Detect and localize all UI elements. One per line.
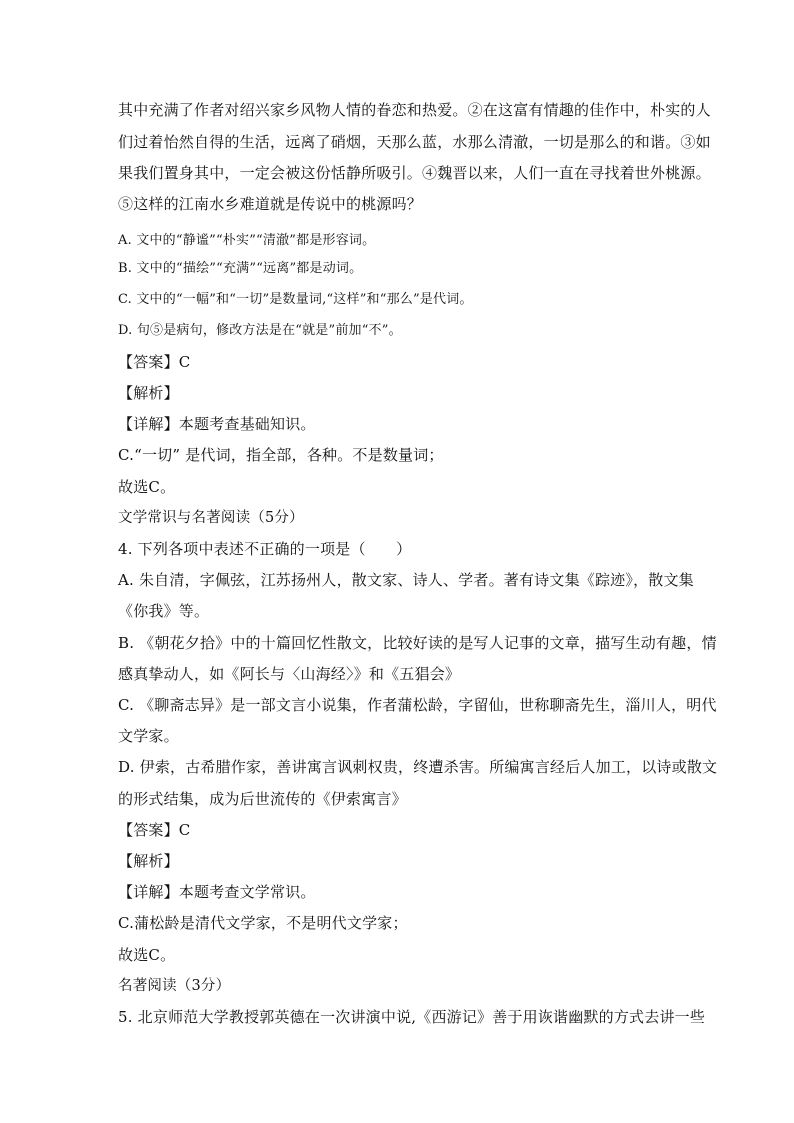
passage-line: 果我们置身其中，一定会被这份恬静所吸引。④魏晋以来，人们一直在寻找着世外桃源。 <box>118 164 711 182</box>
explanation-line: C.蒲松龄是清代文学家，不是明代文学家； <box>118 914 408 932</box>
section-heading: 名著阅读（3分） <box>118 978 231 994</box>
question-4-option-d: D. 伊索，古希腊作家，善讲寓言讽刺权贵，终遭杀害。所编寓言经后人加工，以诗或散文 <box>118 758 718 776</box>
question-4-option-d-cont: 的形式结集，成为后世流传的《伊索寓言》 <box>118 790 407 808</box>
answer-label: 【答案】C <box>118 353 191 371</box>
choice-conclusion: 故选C。 <box>118 478 176 496</box>
question-4-option-b-cont: 感真挚动人，如《阿长与〈山海经〉》和《五猖会》 <box>118 665 461 683</box>
passage-line: 们过着怡然自得的生活，远离了硝烟，天那么蓝，水那么清澈，一切是那么的和谐。③如 <box>118 133 711 151</box>
question-4-option-b: B. 《朝花夕拾》中的十篇回忆性散文，比较好读的是写人记事的文章，描写生动有趣，情 <box>118 634 717 652</box>
option-c: C. 文中的“一幅”和“一切”是数量词,“这样”和“那么”是代词。 <box>118 292 473 307</box>
section-heading: 文学常识与名著阅读（5分） <box>118 510 304 526</box>
choice-conclusion: 故选C。 <box>118 946 176 964</box>
question-4-option-a: A. 朱自清，字佩弦，江苏扬州人，散文家、诗人、学者。著有诗文集《踪迹》，散文集 <box>118 571 694 589</box>
question-4-option-a-cont: 《你我》等。 <box>118 602 210 620</box>
question-5: 5. 北京师范大学教授郭英德在一次讲演中说,《西游记》善于用诙谐幽默的方式去讲一些 <box>118 1008 706 1026</box>
option-a: A. 文中的“静谧”“朴实”“清澈”都是形容词。 <box>118 233 376 248</box>
answer-label: 【答案】C <box>118 821 191 839</box>
option-d: D. 句⑤是病句，修改方法是在“就是”前加“不”。 <box>118 323 402 338</box>
passage-line: 其中充满了作者对绍兴家乡风物人情的眷恋和热爱。②在这富有情趣的佳作中，朴实的人 <box>118 101 711 119</box>
analysis-label: 【解析】 <box>118 852 179 870</box>
question-4: 4. 下列各项中表述不正确的一项是（ ） <box>118 540 412 558</box>
passage-line: ⑤这样的江南水乡难道就是传说中的桃源吗？ <box>118 195 423 213</box>
detail-explanation: 【详解】本题考查基础知识。 <box>118 415 316 433</box>
detail-explanation: 【详解】本题考查文学常识。 <box>118 883 316 901</box>
question-4-option-c-cont: 文学家。 <box>118 727 179 745</box>
option-b: B. 文中的“描绘”“充满”“远离”都是动词。 <box>118 261 363 276</box>
explanation-line: C.“一切” 是代词，指全部，各种。不是数量词； <box>118 446 444 464</box>
question-4-option-c: C. 《聊斋志异》是一部文言小说集，作者蒲松龄，字留仙，世称聊斋先生，淄川人，明代 <box>118 696 717 714</box>
analysis-label: 【解析】 <box>118 384 179 402</box>
